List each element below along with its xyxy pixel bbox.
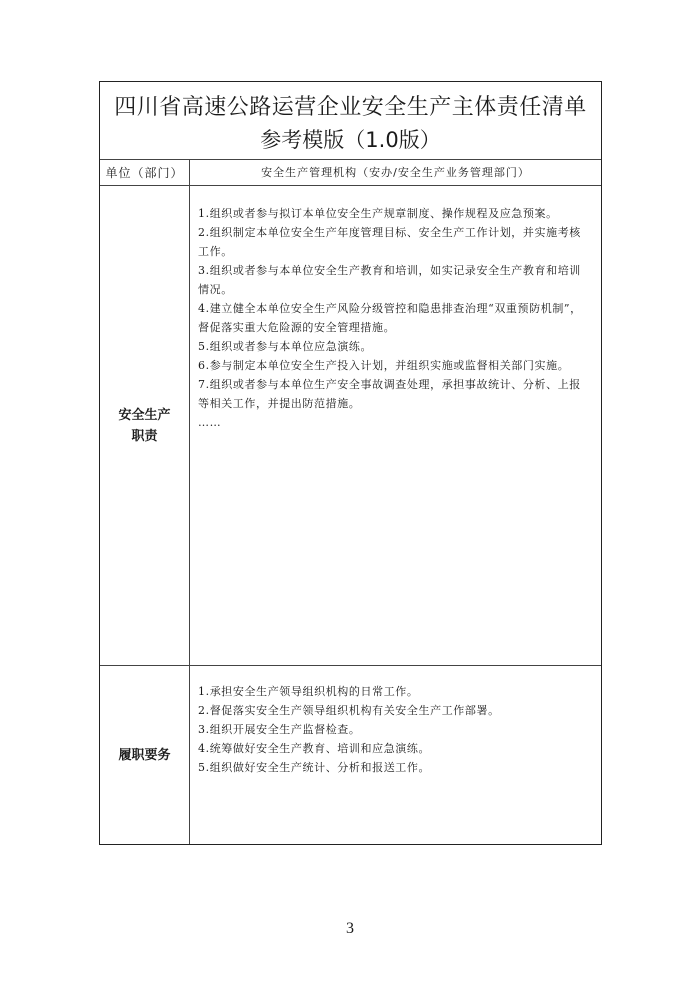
document-title: [100, 82, 601, 160]
duties-label-line-1: 安全生产: [118, 407, 171, 423]
tasks-list: [190, 666, 601, 844]
task-item-3: 3.组织开展安全生产监督检查。: [198, 723, 361, 736]
page-number: 3: [346, 920, 354, 937]
task-item-5: 5.组织做好安全生产统计、分析和报送工作。: [198, 761, 431, 774]
duties-label-line-2: 职责: [131, 428, 158, 444]
task-item-2: 2.督促落实安全生产领导组织机构有关安全生产工作部署。: [198, 704, 500, 717]
unit-value: 安全生产管理机构（安办/安全生产业务管理部门）: [261, 166, 530, 179]
unit-label-cell: [100, 159, 190, 185]
duties-row: [100, 186, 601, 666]
responsibility-table: [99, 81, 602, 845]
unit-label: 单位（部门）: [105, 165, 184, 180]
tasks-label-cell: [100, 666, 190, 844]
duty-item-2: 2.组织制定本单位安全生产年度管理目标、安全生产工作计划，并实施考核工作。: [198, 226, 581, 258]
task-item-1: 1.承担安全生产领导组织机构的日常工作。: [198, 685, 419, 698]
tasks-label: 履职要务: [118, 747, 171, 763]
duties-label: [118, 405, 170, 447]
duties-label-cell: [100, 186, 190, 665]
duties-list: [190, 186, 601, 665]
task-item-4: 4.统筹做好安全生产教育、培训和应急演练。: [198, 742, 431, 755]
title-line-1: 四川省高速公路运营企业安全生产主体责任清单: [114, 95, 587, 120]
duty-item-1: 1.组织或者参与拟订本单位安全生产规章制度、操作规程及应急预案。: [198, 207, 558, 220]
duty-item-4: 4.建立健全本单位安全生产风险分级管控和隐患排查治理“双重预防机制”，督促落实重大危险源的安全管理措施。: [198, 302, 582, 334]
duty-item-6: 6.参与制定本单位安全生产投入计划，并组织实施或监督相关部门实施。: [198, 359, 570, 372]
duty-item-3: 3.组织或者参与本单位安全生产教育和培训，如实记录安全生产教育和培训情况。: [198, 264, 581, 296]
unit-row: [100, 159, 601, 186]
title-line-2: 参考模版（1.0版）: [260, 128, 441, 152]
duty-ellipsis: ……: [198, 416, 222, 429]
duty-item-5: 5.组织或者参与本单位应急演练。: [198, 340, 373, 353]
duty-item-7: 7.组织或者参与本单位生产安全事故调查处理，承担事故统计、分析、上报等相关工作，并提出防范措施。: [198, 378, 581, 410]
unit-value-cell: [190, 159, 601, 185]
tasks-row: [100, 666, 601, 844]
